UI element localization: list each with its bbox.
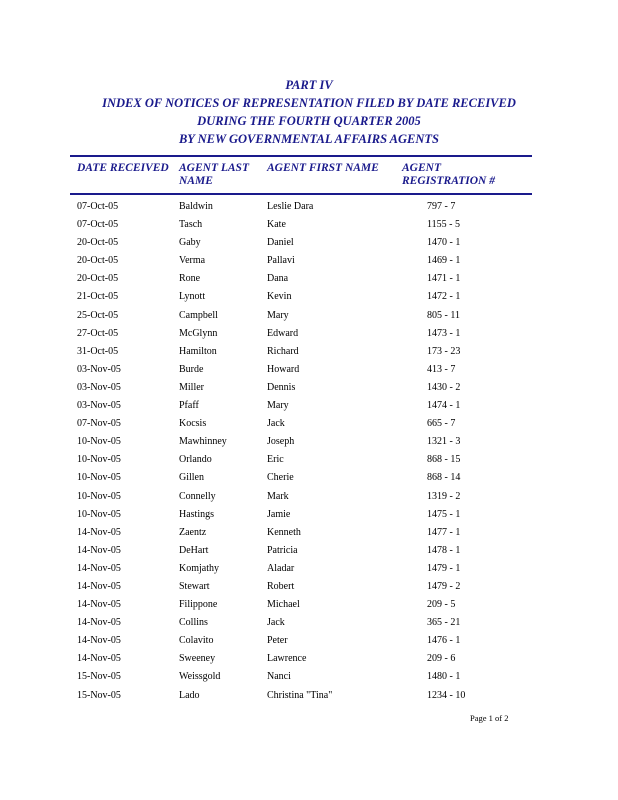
- cell-date-received: 15-Nov-05: [77, 671, 121, 683]
- cell-agent-first-name: Daniel: [267, 237, 294, 249]
- table-row: [0, 235, 618, 253]
- table-row: [0, 615, 618, 633]
- cell-agent-first-name: Aladar: [267, 562, 295, 574]
- cell-agent-registration: 797 - 7: [427, 201, 456, 212]
- header-agent-registration-line2: REGISTRATION #: [402, 175, 495, 187]
- cell-date-received: 10-Nov-05: [77, 436, 121, 448]
- cell-agent-first-name: Cherie: [267, 472, 294, 484]
- header-top-rule: [70, 155, 532, 157]
- cell-agent-registration: 1479 - 2: [427, 580, 461, 592]
- cell-agent-registration: 1155 - 5: [427, 219, 460, 231]
- header-agent-last-name: [179, 162, 249, 188]
- cell-agent-last-name: Lado: [179, 689, 200, 701]
- cell-agent-last-name: Hastings: [179, 508, 214, 520]
- cell-agent-first-name: Mary: [267, 400, 289, 412]
- cell-date-received: 14-Nov-05: [77, 635, 121, 647]
- page-number: Page 1 of 2: [470, 713, 509, 723]
- cell-date-received: 03-Nov-05: [77, 381, 121, 393]
- cell-agent-registration: 209 - 6: [427, 653, 456, 665]
- cell-agent-first-name: Robert: [267, 580, 295, 592]
- cell-date-received: 27-Oct-05: [77, 327, 119, 339]
- header-agent-registration-line1: AGENT: [402, 162, 441, 174]
- table-row: [0, 398, 618, 416]
- cell-date-received: 14-Nov-05: [77, 653, 121, 665]
- cell-agent-registration: 1321 - 3: [427, 436, 461, 448]
- header-agent-first-name: AGENT FIRST NAME: [267, 162, 379, 174]
- cell-agent-first-name: Richard: [267, 345, 299, 357]
- cell-agent-registration: 1470 - 1: [427, 237, 461, 249]
- cell-agent-last-name: Zaentz: [179, 526, 207, 538]
- cell-date-received: 20-Oct-05: [77, 273, 119, 285]
- header-bottom-rule: [70, 193, 532, 195]
- table-row: [0, 561, 618, 579]
- cell-agent-last-name: McGlynn: [179, 327, 218, 339]
- table-body: [0, 199, 618, 706]
- cell-agent-registration: 868 - 15: [427, 454, 461, 466]
- cell-agent-first-name: Peter: [267, 635, 288, 647]
- table-row: [0, 507, 618, 525]
- table-row: [0, 217, 618, 235]
- cell-date-received: 14-Nov-05: [77, 617, 121, 629]
- cell-agent-registration: 1471 - 1: [427, 273, 461, 285]
- table-row: [0, 253, 618, 271]
- cell-agent-first-name: Joseph: [267, 436, 295, 448]
- cell-agent-registration: 413 - 7: [427, 363, 456, 375]
- cell-agent-last-name: Miller: [179, 381, 204, 393]
- cell-agent-last-name: Tasch: [179, 219, 203, 231]
- cell-agent-last-name: DeHart: [179, 544, 209, 556]
- cell-agent-first-name: Jamie: [267, 508, 291, 520]
- cell-agent-registration: 1478 - 1: [427, 544, 461, 556]
- cell-agent-last-name: Collins: [179, 617, 208, 629]
- table-row: [0, 525, 618, 543]
- cell-agent-last-name: Gaby: [179, 237, 201, 249]
- cell-agent-last-name: Pfaff: [179, 400, 199, 412]
- cell-agent-last-name: Orlando: [179, 454, 212, 466]
- cell-date-received: 10-Nov-05: [77, 508, 121, 520]
- table-row: [0, 669, 618, 687]
- table-row: [0, 344, 618, 362]
- cell-agent-first-name: Mary: [267, 309, 289, 321]
- cell-agent-registration: 1475 - 1: [427, 508, 461, 520]
- table-row: [0, 416, 618, 434]
- cell-agent-first-name: Pallavi: [267, 255, 295, 267]
- cell-agent-first-name: Kevin: [267, 291, 292, 303]
- cell-agent-last-name: Baldwin: [179, 201, 213, 212]
- table-row: [0, 597, 618, 615]
- table-row: [0, 434, 618, 452]
- cell-agent-last-name: Weissgold: [179, 671, 221, 683]
- table-row: [0, 633, 618, 651]
- cell-agent-first-name: Dana: [267, 273, 289, 285]
- cell-date-received: 15-Nov-05: [77, 689, 121, 701]
- table-row: [0, 308, 618, 326]
- cell-agent-first-name: Edward: [267, 327, 299, 339]
- table-row: [0, 362, 618, 380]
- cell-date-received: 14-Nov-05: [77, 544, 121, 556]
- cell-agent-registration: 173 - 23: [427, 345, 461, 357]
- cell-agent-first-name: Mark: [267, 490, 289, 502]
- cell-date-received: 03-Nov-05: [77, 400, 121, 412]
- cell-date-received: 03-Nov-05: [77, 363, 121, 375]
- title-index: INDEX OF NOTICES OF REPRESENTATION FILED BY DATE RECEIVED: [102, 96, 516, 110]
- cell-agent-registration: 1430 - 2: [427, 381, 461, 393]
- cell-date-received: 20-Oct-05: [77, 255, 119, 267]
- cell-agent-last-name: Colavito: [179, 635, 214, 647]
- cell-agent-last-name: Kocsis: [179, 418, 207, 430]
- table-row: [0, 543, 618, 561]
- table-row: [0, 688, 618, 706]
- cell-agent-first-name: Howard: [267, 363, 300, 375]
- cell-agent-last-name: Stewart: [179, 580, 210, 592]
- cell-agent-last-name: Hamilton: [179, 345, 217, 357]
- cell-agent-registration: 1479 - 1: [427, 562, 461, 574]
- cell-agent-registration: 1473 - 1: [427, 327, 461, 339]
- table-row: [0, 452, 618, 470]
- cell-agent-first-name: Leslie Dara: [267, 201, 314, 212]
- cell-agent-first-name: Patricia: [267, 544, 298, 556]
- cell-agent-last-name: Mawhinney: [179, 436, 227, 448]
- cell-agent-last-name: Filippone: [179, 599, 218, 611]
- cell-agent-first-name: Michael: [267, 599, 300, 611]
- title-part: PART IV: [285, 78, 333, 92]
- cell-agent-registration: 805 - 11: [427, 309, 460, 321]
- cell-agent-registration: 1477 - 1: [427, 526, 461, 538]
- cell-date-received: 14-Nov-05: [77, 580, 121, 592]
- header-agent-registration: [402, 162, 495, 188]
- cell-agent-first-name: Jack: [267, 418, 285, 430]
- table-row: [0, 489, 618, 507]
- cell-date-received: 31-Oct-05: [77, 345, 119, 357]
- cell-date-received: 07-Oct-05: [77, 201, 119, 212]
- cell-agent-registration: 1480 - 1: [427, 671, 461, 683]
- cell-agent-last-name: Campbell: [179, 309, 218, 321]
- cell-agent-first-name: Jack: [267, 617, 285, 629]
- table-row: [0, 579, 618, 597]
- cell-agent-last-name: Burde: [179, 363, 204, 375]
- cell-date-received: 10-Nov-05: [77, 454, 121, 466]
- cell-agent-last-name: Komjathy: [179, 562, 219, 574]
- table-row: [0, 289, 618, 307]
- cell-agent-first-name: Eric: [267, 454, 284, 466]
- cell-agent-registration: 868 - 14: [427, 472, 461, 484]
- cell-agent-registration: 365 - 21: [427, 617, 461, 629]
- cell-agent-registration: 209 - 5: [427, 599, 456, 611]
- title-quarter: DURING THE FOURTH QUARTER 2005: [197, 114, 421, 128]
- cell-agent-registration: 1476 - 1: [427, 635, 461, 647]
- header-date-received: DATE RECEIVED: [77, 162, 169, 174]
- cell-agent-registration: 1469 - 1: [427, 255, 461, 267]
- cell-agent-last-name: Lynott: [179, 291, 206, 303]
- cell-date-received: 07-Nov-05: [77, 418, 121, 430]
- cell-agent-first-name: Kenneth: [267, 526, 301, 538]
- cell-date-received: 21-Oct-05: [77, 291, 119, 303]
- cell-agent-first-name: Lawrence: [267, 653, 307, 665]
- cell-agent-last-name: Connelly: [179, 490, 216, 502]
- cell-agent-registration: 665 - 7: [427, 418, 456, 430]
- cell-agent-first-name: Christina "Tina": [267, 689, 333, 701]
- table-row: [0, 271, 618, 289]
- cell-agent-last-name: Verma: [179, 255, 206, 267]
- table-row: [0, 470, 618, 488]
- cell-date-received: 14-Nov-05: [77, 562, 121, 574]
- cell-agent-first-name: Dennis: [267, 381, 296, 393]
- cell-date-received: 10-Nov-05: [77, 490, 121, 502]
- cell-agent-first-name: Kate: [267, 219, 286, 231]
- cell-date-received: 07-Oct-05: [77, 219, 119, 231]
- cell-agent-registration: 1234 - 10: [427, 689, 466, 701]
- cell-agent-first-name: Nanci: [267, 671, 291, 683]
- cell-date-received: 25-Oct-05: [77, 309, 119, 321]
- header-agent-last-name-line1: AGENT LAST: [179, 162, 249, 174]
- document-title: [0, 76, 618, 148]
- cell-date-received: 10-Nov-05: [77, 472, 121, 484]
- table-row: [0, 326, 618, 344]
- cell-date-received: 14-Nov-05: [77, 599, 121, 611]
- table-row: [0, 651, 618, 669]
- cell-agent-registration: 1319 - 2: [427, 490, 461, 502]
- table-row: [0, 380, 618, 398]
- cell-agent-registration: 1472 - 1: [427, 291, 461, 303]
- cell-date-received: 14-Nov-05: [77, 526, 121, 538]
- cell-date-received: 20-Oct-05: [77, 237, 119, 249]
- cell-agent-last-name: Rone: [179, 273, 201, 285]
- cell-agent-registration: 1474 - 1: [427, 400, 461, 412]
- title-agents: BY NEW GOVERNMENTAL AFFAIRS AGENTS: [178, 132, 440, 146]
- cell-agent-last-name: Gillen: [179, 472, 204, 484]
- cell-agent-last-name: Sweeney: [179, 653, 216, 665]
- table-row: [0, 199, 618, 217]
- header-agent-last-name-line2: NAME: [179, 175, 213, 187]
